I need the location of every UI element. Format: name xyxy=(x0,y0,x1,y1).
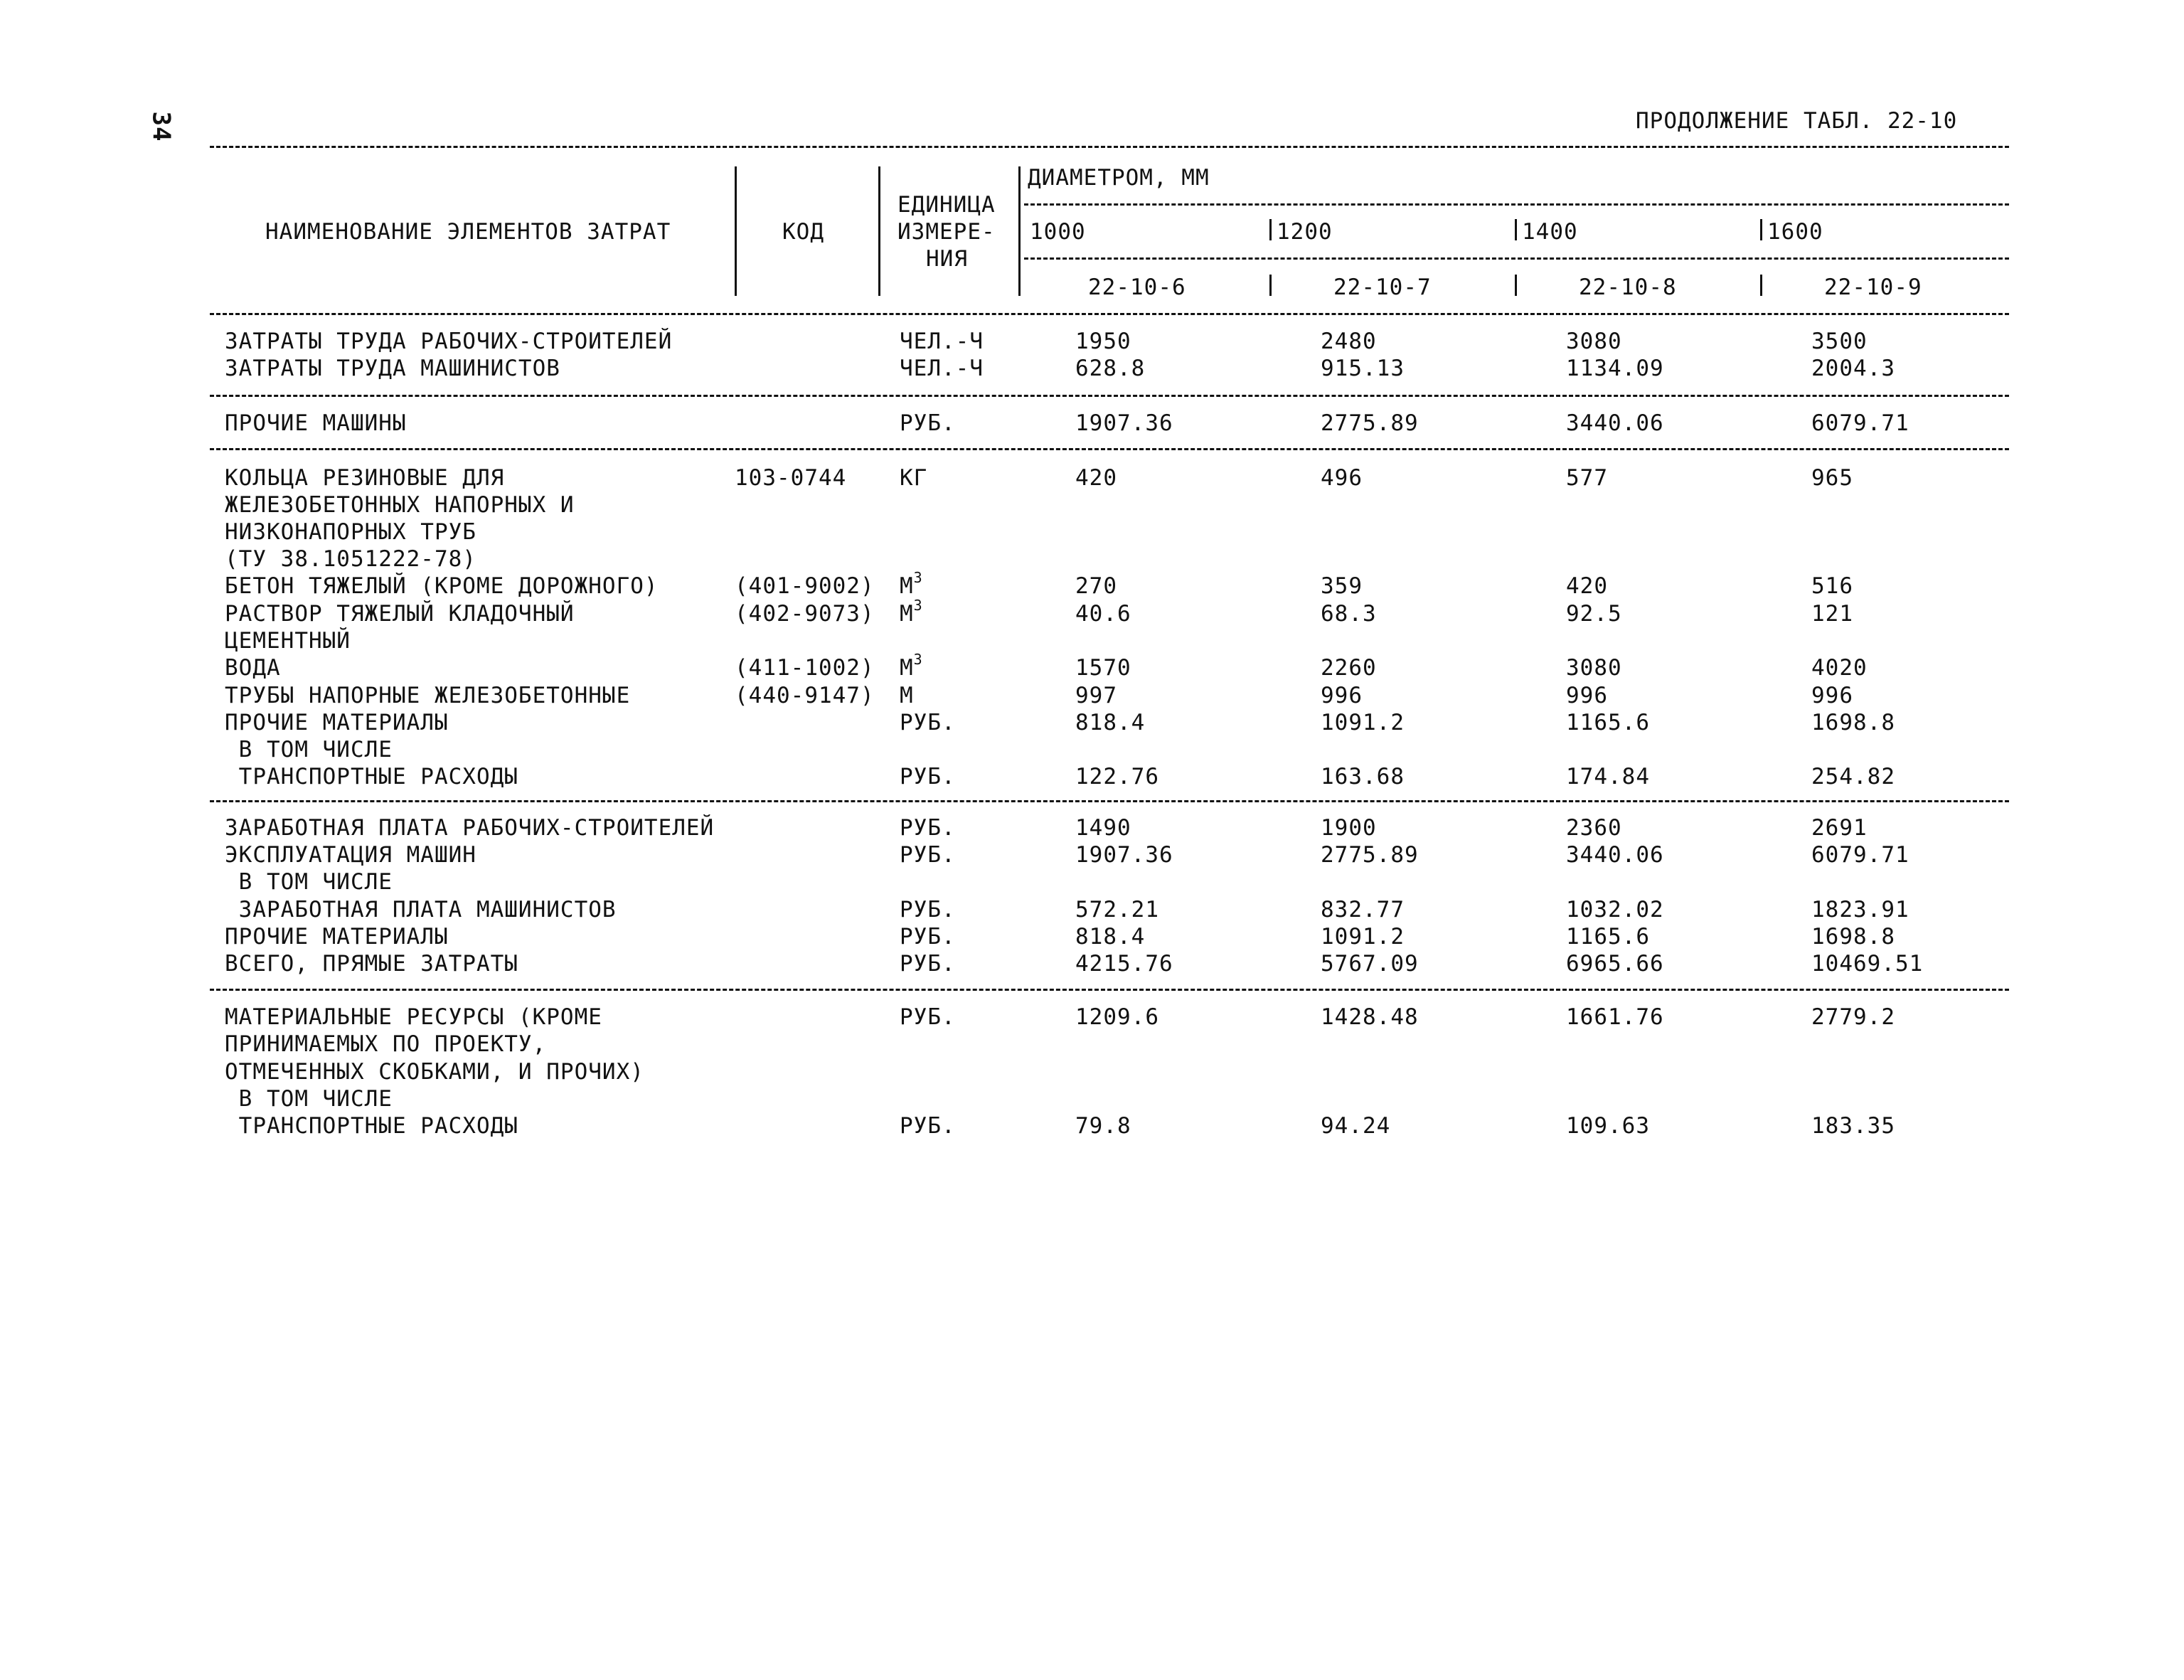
header-unit-3: НИЯ xyxy=(926,246,968,272)
row-value: 1570 xyxy=(1075,655,1131,681)
header-name: НАИМЕНОВАНИЕ ЭЛЕМЕНТОВ ЗАТРАТ xyxy=(265,219,671,245)
row-value: 68.3 xyxy=(1321,601,1377,627)
row-unit: РУБ. xyxy=(900,710,956,735)
row-value: 2775.89 xyxy=(1321,410,1419,436)
row-value: 965 xyxy=(1811,465,1853,491)
row-value: 3080 xyxy=(1566,329,1622,354)
row-unit: РУБ. xyxy=(900,1113,956,1139)
row-value: 79.8 xyxy=(1075,1113,1131,1139)
row-name: ОТМЕЧЕННЫХ СКОБКАМИ, И ПРОЧИХ) xyxy=(225,1059,644,1085)
page-number: 34 xyxy=(147,111,176,142)
row-value: 40.6 xyxy=(1075,601,1131,627)
row-value: 1900 xyxy=(1321,815,1377,841)
table-caption: ПРОДОЛЖЕНИЕ ТАБЛ. 22-10 xyxy=(1636,108,1958,134)
header-divider xyxy=(1515,219,1517,240)
row-value: 996 xyxy=(1321,683,1363,708)
header-code-1: 22-10-6 xyxy=(1088,275,1186,300)
row-value: 996 xyxy=(1566,683,1608,708)
row-unit: РУБ. xyxy=(900,951,956,977)
row-unit: РУБ. xyxy=(900,897,956,923)
row-value: 359 xyxy=(1321,573,1363,599)
section-rule xyxy=(210,313,2009,315)
row-value: 174.84 xyxy=(1566,764,1650,790)
row-name: ВОДА xyxy=(225,655,281,681)
section-rule xyxy=(210,448,2009,450)
header-rule xyxy=(1024,203,2009,206)
row-unit: ЧЕЛ.-Ч xyxy=(900,329,984,354)
row-value: 109.63 xyxy=(1566,1113,1650,1139)
row-value: 516 xyxy=(1811,573,1853,599)
unit-superscript: 3 xyxy=(913,596,923,614)
row-name: ЦЕМЕНТНЫЙ xyxy=(225,628,351,654)
header-code-2: 22-10-7 xyxy=(1333,275,1432,300)
unit-superscript: 3 xyxy=(913,568,923,586)
row-value: 1661.76 xyxy=(1566,1004,1664,1030)
header-divider xyxy=(1760,219,1762,240)
row-value: 577 xyxy=(1566,465,1608,491)
row-name: В ТОМ ЧИСЛЕ xyxy=(225,737,393,762)
header-divider xyxy=(1269,275,1272,296)
header-divider xyxy=(1760,275,1762,296)
row-value: 572.21 xyxy=(1075,897,1159,923)
row-unit: РУБ. xyxy=(900,924,956,950)
row-value: 2775.89 xyxy=(1321,842,1419,868)
row-unit: РУБ. xyxy=(900,842,956,868)
row-value: 1698.8 xyxy=(1811,710,1895,735)
row-value: 3440.06 xyxy=(1566,410,1664,436)
row-name: ТРАНСПОРТНЫЕ РАСХОДЫ xyxy=(225,764,518,790)
row-value: 2360 xyxy=(1566,815,1622,841)
row-value: 1209.6 xyxy=(1075,1004,1159,1030)
row-name: КОЛЬЦА РЕЗИНОВЫЕ ДЛЯ xyxy=(225,465,505,491)
row-value: 2480 xyxy=(1321,329,1377,354)
row-value: 94.24 xyxy=(1321,1113,1391,1139)
row-value: 2779.2 xyxy=(1811,1004,1895,1030)
header-divider xyxy=(735,166,737,296)
header-code: КОД xyxy=(782,219,824,245)
header-divider xyxy=(1018,166,1021,296)
row-value: 1428.48 xyxy=(1321,1004,1419,1030)
row-value: 996 xyxy=(1811,683,1853,708)
row-value: 4215.76 xyxy=(1075,951,1173,977)
row-value: 420 xyxy=(1566,573,1608,599)
row-value: 121 xyxy=(1811,601,1853,627)
row-name: БЕТОН ТЯЖЕЛЫЙ (КРОМЕ ДОРОЖНОГО) xyxy=(225,573,659,599)
row-value: 1032.02 xyxy=(1566,897,1664,923)
row-unit: РУБ. xyxy=(900,764,956,790)
row-code: (401-9002) xyxy=(735,573,875,599)
row-value: 1907.36 xyxy=(1075,842,1173,868)
row-value: 628.8 xyxy=(1075,356,1146,381)
row-value: 915.13 xyxy=(1321,356,1405,381)
top-rule xyxy=(210,146,2009,148)
row-value: 496 xyxy=(1321,465,1363,491)
row-value: 1490 xyxy=(1075,815,1131,841)
row-unit: $М^3$ xyxy=(900,650,923,681)
header-diameter-1400: 1400 xyxy=(1522,219,1578,245)
header-diameter-1200: 1200 xyxy=(1277,219,1333,245)
row-value: 163.68 xyxy=(1321,764,1405,790)
row-value: 6079.71 xyxy=(1811,842,1909,868)
section-rule xyxy=(210,395,2009,397)
row-name: В ТОМ ЧИСЛЕ xyxy=(225,869,393,895)
row-name: ЗАТРАТЫ ТРУДА РАБОЧИХ-СТРОИТЕЛЕЙ xyxy=(225,329,673,354)
row-name: ЗАРАБОТНАЯ ПЛАТА РАБОЧИХ-СТРОИТЕЛЕЙ xyxy=(225,815,715,841)
row-name: ПРОЧИЕ МАТЕРИАЛЫ xyxy=(225,710,449,735)
row-value: 3080 xyxy=(1566,655,1622,681)
row-unit: ЧЕЛ.-Ч xyxy=(900,356,984,381)
row-value: 183.35 xyxy=(1811,1113,1895,1139)
row-unit: РУБ. xyxy=(900,1004,956,1030)
header-diameter: ДИАМЕТРОМ, ММ xyxy=(1028,165,1210,191)
row-value: 1134.09 xyxy=(1566,356,1664,381)
row-name: ЗАТРАТЫ ТРУДА МАШИНИСТОВ xyxy=(225,356,560,381)
row-name: В ТОМ ЧИСЛЕ xyxy=(225,1086,393,1112)
header-unit-1: ЕДИНИЦА xyxy=(897,192,996,218)
row-value: 1091.2 xyxy=(1321,710,1405,735)
row-name: НИЗКОНАПОРНЫХ ТРУБ xyxy=(225,519,476,545)
row-name: ЭКСПЛУАТАЦИЯ МАШИН xyxy=(225,842,476,868)
row-value: 5767.09 xyxy=(1321,951,1419,977)
row-unit: РУБ. xyxy=(900,410,956,436)
row-unit: КГ xyxy=(900,465,928,491)
row-value: 10469.51 xyxy=(1811,951,1924,977)
row-value: 420 xyxy=(1075,465,1117,491)
row-value: 818.4 xyxy=(1075,710,1146,735)
section-rule xyxy=(210,800,2009,802)
row-value: 1165.6 xyxy=(1566,924,1650,950)
row-name: ПРОЧИЕ МАТЕРИАЛЫ xyxy=(225,924,449,950)
row-value: 1698.8 xyxy=(1811,924,1895,950)
row-code: 103-0744 xyxy=(735,465,847,491)
header-code-4: 22-10-9 xyxy=(1824,275,1922,300)
row-value: 122.76 xyxy=(1075,764,1159,790)
row-value: 3440.06 xyxy=(1566,842,1664,868)
row-value: 1907.36 xyxy=(1075,410,1173,436)
row-value: 92.5 xyxy=(1566,601,1622,627)
header-unit-2: ИЗМЕРЕ- xyxy=(897,219,996,245)
row-value: 1950 xyxy=(1075,329,1131,354)
row-value: 997 xyxy=(1075,683,1117,708)
row-value: 2004.3 xyxy=(1811,356,1895,381)
header-divider xyxy=(1515,275,1517,296)
row-value: 818.4 xyxy=(1075,924,1146,950)
row-unit: $М^3$ xyxy=(900,596,923,627)
header-diameter-1000: 1000 xyxy=(1030,219,1086,245)
unit-superscript: 3 xyxy=(913,650,923,668)
row-value: 6965.66 xyxy=(1566,951,1664,977)
row-value: 4020 xyxy=(1811,655,1868,681)
row-unit: М xyxy=(900,683,914,708)
section-rule xyxy=(210,989,2009,991)
row-unit: $М^3$ xyxy=(900,568,923,599)
row-value: 832.77 xyxy=(1321,897,1405,923)
row-value: 1091.2 xyxy=(1321,924,1405,950)
row-code: (411-1002) xyxy=(735,655,875,681)
header-rule xyxy=(1024,257,2009,260)
row-name: ПРИНИМАЕМЫХ ПО ПРОЕКТУ, xyxy=(225,1031,547,1057)
row-code: (440-9147) xyxy=(735,683,875,708)
row-unit: РУБ. xyxy=(900,815,956,841)
row-name: ТРАНСПОРТНЫЕ РАСХОДЫ xyxy=(225,1113,518,1139)
row-value: 254.82 xyxy=(1811,764,1895,790)
row-code: (402-9073) xyxy=(735,601,875,627)
row-name: ЖЕЛЕЗОБЕТОННЫХ НАПОРНЫХ И xyxy=(225,492,575,518)
row-name: ВСЕГО, ПРЯМЫЕ ЗАТРАТЫ xyxy=(225,951,518,977)
row-value: 2691 xyxy=(1811,815,1868,841)
header-divider xyxy=(878,166,880,296)
row-name: ТРУБЫ НАПОРНЫЕ ЖЕЛЕЗОБЕТОННЫЕ xyxy=(225,683,631,708)
header-code-3: 22-10-8 xyxy=(1579,275,1677,300)
row-value: 3500 xyxy=(1811,329,1868,354)
row-value: 1823.91 xyxy=(1811,897,1909,923)
row-name: РАСТВОР ТЯЖЕЛЫЙ КЛАДОЧНЫЙ xyxy=(225,601,575,627)
header-divider xyxy=(1269,219,1272,240)
row-name: ПРОЧИЕ МАШИНЫ xyxy=(225,410,407,436)
row-name: ЗАРАБОТНАЯ ПЛАТА МАШИНИСТОВ xyxy=(225,897,617,923)
row-name: (ТУ 38.1051222-78) xyxy=(225,546,476,572)
row-name: МАТЕРИАЛЬНЫЕ РЕСУРСЫ (КРОМЕ xyxy=(225,1004,602,1030)
row-value: 6079.71 xyxy=(1811,410,1909,436)
row-value: 2260 xyxy=(1321,655,1377,681)
row-value: 270 xyxy=(1075,573,1117,599)
row-value: 1165.6 xyxy=(1566,710,1650,735)
header-diameter-1600: 1600 xyxy=(1767,219,1823,245)
